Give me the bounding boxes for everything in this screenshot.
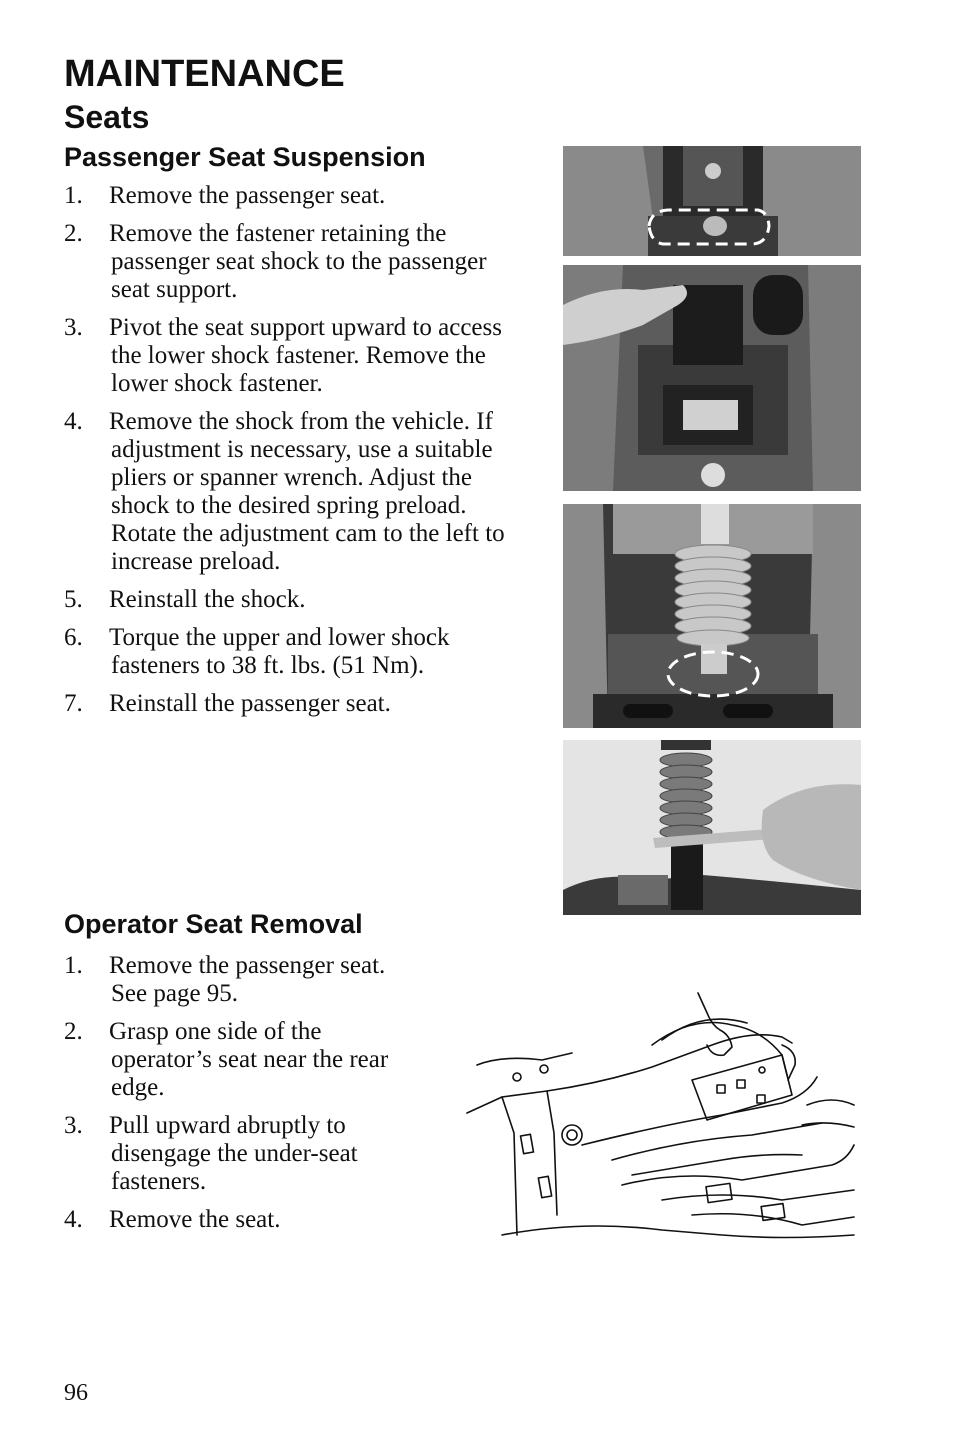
list-item xyxy=(64,182,524,210)
shock-adjustment-photo xyxy=(563,740,861,915)
step-text: Torque the upper and lower shock fasteners to 38 ft. lbs. (51 Nm). xyxy=(109,624,450,679)
operator-steps-list xyxy=(64,952,424,1244)
section-title: Seats xyxy=(64,99,150,135)
step-number: 7. xyxy=(64,690,83,717)
step-number: 3. xyxy=(64,314,83,341)
list-item xyxy=(64,586,524,614)
passenger-seat-suspension-heading: Passenger Seat Suspension xyxy=(64,142,426,172)
step-text: Reinstall the passenger seat. xyxy=(109,690,391,717)
page-number: 96 xyxy=(64,1380,88,1406)
step-number: 5. xyxy=(64,586,83,613)
list-item xyxy=(64,220,524,304)
step-number: 3. xyxy=(64,1112,83,1139)
step-text: Remove the passenger seat. xyxy=(109,182,386,209)
step-text: Remove the passenger seat. See page 95. xyxy=(109,952,386,1007)
step-number: 2. xyxy=(64,220,83,247)
passenger-steps-list xyxy=(64,182,524,728)
seat-support-photo xyxy=(563,146,861,256)
step-text: Pivot the seat support upward to access the lower shock fastener. Remove the lower shock fastener. xyxy=(109,314,502,397)
step-text: Pull upward abruptly to disengage the under-seat fasteners. xyxy=(109,1112,358,1195)
operator-seat-removal-illustration xyxy=(462,985,857,1247)
pivot-seat-support-photo xyxy=(563,265,861,491)
step-text: Reinstall the shock. xyxy=(109,586,306,613)
list-item xyxy=(64,952,424,1008)
list-item xyxy=(64,1206,424,1234)
shock-installed-photo xyxy=(563,504,861,728)
step-number: 1. xyxy=(64,182,83,209)
step-number: 2. xyxy=(64,1018,83,1045)
step-number: 1. xyxy=(64,952,83,979)
step-number: 4. xyxy=(64,1206,83,1233)
step-number: 6. xyxy=(64,624,83,651)
operator-seat-removal-heading: Operator Seat Removal xyxy=(64,909,363,939)
step-text: Remove the shock from the vehicle. If adjustment is necessary, use a suitable pliers or spanner wrench. Adjust the shock to the desired spring preload. Rotate the adjustment cam to the left to increase preload. xyxy=(109,408,505,575)
step-text: Grasp one side of the operator’s seat near the rear edge. xyxy=(109,1018,389,1101)
list-item xyxy=(64,624,524,680)
list-item xyxy=(64,314,524,398)
step-text: Remove the seat. xyxy=(109,1206,281,1233)
page-title: MAINTENANCE xyxy=(64,53,345,95)
step-number: 4. xyxy=(64,408,83,435)
list-item xyxy=(64,1112,424,1196)
list-item xyxy=(64,1018,424,1102)
step-text: Remove the fastener retaining the passenger seat shock to the passenger seat support. xyxy=(109,220,487,303)
list-item xyxy=(64,408,524,576)
list-item xyxy=(64,690,524,718)
